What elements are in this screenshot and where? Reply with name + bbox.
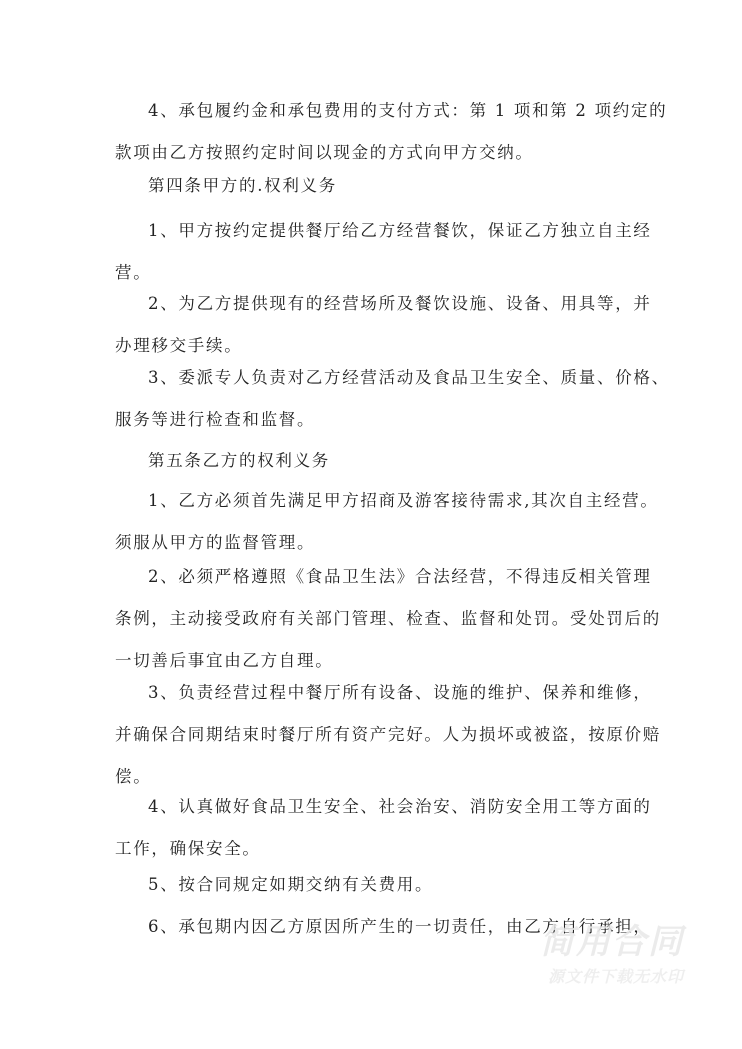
text-line: 4、承包履约金和承包费用的支付方式：第 1 项和第 2 项约定的 (148, 101, 668, 120)
text-line: 3、委派专人负责对乙方经营活动及食品卫生安全、质量、价格、 (148, 368, 670, 387)
paragraph-party-b-2 (115, 556, 668, 682)
text-line: 1、乙方必须首先满足甲方招商及游客接待需求,其次自主经营。 (148, 491, 659, 510)
text-line: 服务等进行检查和监督。 (115, 410, 316, 429)
paragraph-party-b-3 (115, 672, 668, 798)
section-heading-article-5 (148, 440, 668, 482)
text-line: 偿。 (115, 767, 152, 786)
section-heading-article-4 (148, 165, 668, 207)
paragraph-party-b-1 (115, 480, 668, 564)
text-line: 并确保合同期结束时餐厅所有资产完好。人为损坏或被盗，按原价赔 (115, 725, 661, 744)
paragraph-party-a-3 (115, 357, 670, 441)
text-line: 6、承包期内因乙方原因所产生的一切责任，由乙方自行承担， (148, 917, 652, 936)
text-line: 办理移交手续。 (115, 336, 243, 355)
text-line: 5、按合同规定如期交纳有关费用。 (148, 875, 434, 894)
watermark-logo-text: 简用合同 (540, 922, 684, 962)
text-line: 须服从甲方的监督管理。 (115, 533, 316, 552)
text-line: 一切善后事宜由乙方自理。 (115, 651, 334, 670)
text-line: 4、认真做好食品卫生安全、社会治安、消防安全用工等方面的 (148, 797, 652, 816)
heading-text: 第五条乙方的权利义务 (148, 451, 330, 470)
text-line: 营。 (115, 263, 152, 282)
watermark (540, 922, 684, 987)
watermark-subtext: 源文件下载无水印 (547, 967, 684, 986)
text-line: 2、必须严格遵照《食品卫生法》合法经营，不得违反相关管理 (148, 567, 652, 586)
text-line: 2、为乙方提供现有的经营场所及餐饮设施、设备、用具等，并 (148, 294, 652, 313)
text-line: 1、甲方按约定提供餐厅给乙方经营餐饮，保证乙方独立自主经 (148, 221, 652, 240)
text-line: 款项由乙方按照约定时间以现金的方式向甲方交纳。 (115, 143, 534, 162)
paragraph-party-a-1 (115, 210, 668, 294)
paragraph-party-b-5 (148, 864, 668, 906)
heading-text: 第四条甲方的.权利义务 (148, 176, 337, 195)
text-line: 工作，确保安全。 (115, 839, 261, 858)
paragraph-party-a-2 (115, 283, 668, 367)
text-line: 3、负责经营过程中餐厅所有设备、设施的维护、保养和维修， (148, 683, 652, 702)
paragraph-party-b-4 (115, 786, 668, 870)
paragraph-payment-method (115, 90, 668, 174)
text-line: 条例，主动接受政府有关部门管理、检查、监督和处罚。受处罚后的 (115, 609, 661, 628)
